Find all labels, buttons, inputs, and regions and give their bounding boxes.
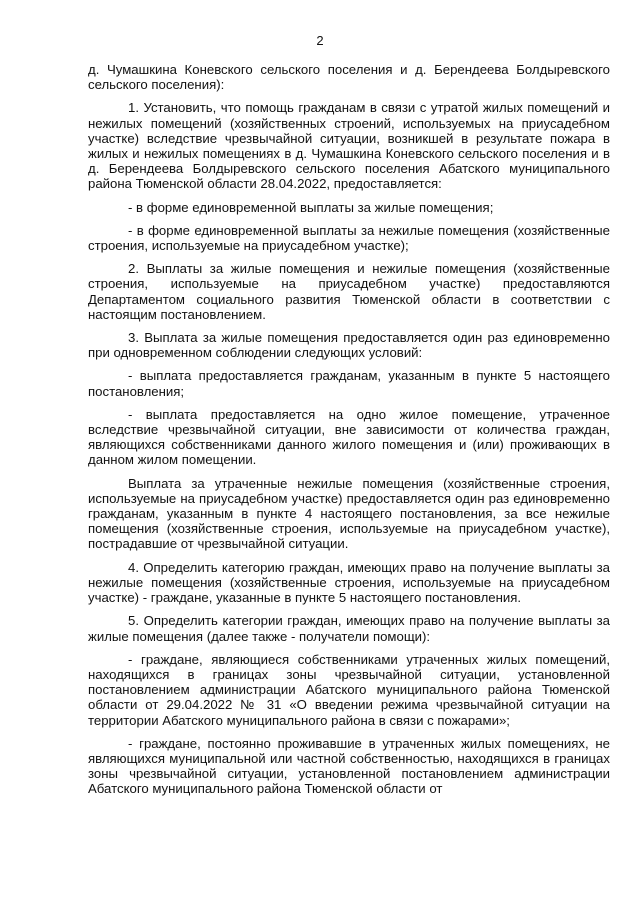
document-body	[88, 62, 610, 805]
paragraph-item-4: 4. Определить категорию граждан, имеющих право на получение выплаты за нежилые помещения (хозяйственные строения, используемые на приусадебном участке) - граждане, указанные в пункте 5 настоящего постановления.	[88, 559, 610, 606]
paragraph-item-5-category-residents: - граждане, постоянно проживавшие в утраченных жилых помещениях, не являющихся муниципальной или частной собственностью, находящихся в границах зоны чрезвычайной ситуации, установленной постановлением администрации Абатского муниципального района Тюменской области от	[88, 735, 610, 797]
paragraph-item-3-nonresidential-payment: Выплата за утраченные нежилые помещения (хозяйственные строения, используемые на приусадебном участке) предоставляется один раз единовременно гражданам, указанным в пункте 4 настоящего постановления, за все нежилые помещения (хозяйственные строения, используемые на приусадебном участке), пострадавшие от чрезвычайной ситуации.	[88, 475, 610, 552]
paragraph-item-1-form-nonresidential: - в форме единовременной выплаты за нежилые помещения (хозяйственные строения, используемые на приусадебном участке);	[88, 222, 610, 254]
paragraph-item-5-category-owners: - граждане, являющиеся собственниками утраченных жилых помещений, находящихся в границах зоны чрезвычайной ситуации, установленной постановлением администрации Абатского муниципального района Тюменской области от 29.04.2022 № 31 «О введении режима чрезвычайной ситуации на территории Абатского муниципального района в связи с пожарами»;	[88, 651, 610, 728]
paragraph-item-3-condition-1: - выплата предоставляется гражданам, указанным в пункте 5 настоящего постановления;	[88, 368, 610, 399]
paragraph-item-1-form-residential: - в форме единовременной выплаты за жилые помещения;	[128, 199, 494, 215]
paragraph-item-2: 2. Выплаты за жилые помещения и нежилые помещения (хозяйственные строения, используемые на приусадебном участке) предоставляются Департаментом социального развития Тюменской области в соответствии с настоящим постановлением.	[88, 261, 610, 322]
paragraph-intro-continuation: д. Чумашкина Коневского сельского поселения и д. Берендеева Болдыревского сельского поселения):	[88, 62, 610, 93]
paragraph-item-1: 1. Установить, что помощь гражданам в связи с утратой жилых помещений и нежилых помещений (хозяйственных строений, используемых на приусадебном участке) вследствие чрезвычайной ситуации, возникшей в результате пожара в жилых и нежилых помещениях в д. Чумашкина Коневского сельского поселения и в д. Берендеева Болдыревского сельского поселения Абатского муниципального района Тюменской области 28.04.2022, предоставляется:	[88, 100, 610, 192]
paragraph-item-5: 5. Определить категории граждан, имеющих право на получение выплаты за жилые помещения (далее также - получатели помощи):	[88, 613, 610, 644]
paragraph-item-3: 3. Выплата за жилые помещения предоставляется один раз единовременно при одновременном соблюдении следующих условий:	[88, 330, 610, 361]
page-number: 2	[316, 33, 324, 48]
paragraph-item-3-condition-2: - выплата предоставляется на одно жилое помещение, утраченное вследствие чрезвычайной ситуации, вне зависимости от количества граждан, являющихся собственниками данного жилого помещения и (или) проживающих в данном жилом помещении.	[88, 406, 610, 468]
